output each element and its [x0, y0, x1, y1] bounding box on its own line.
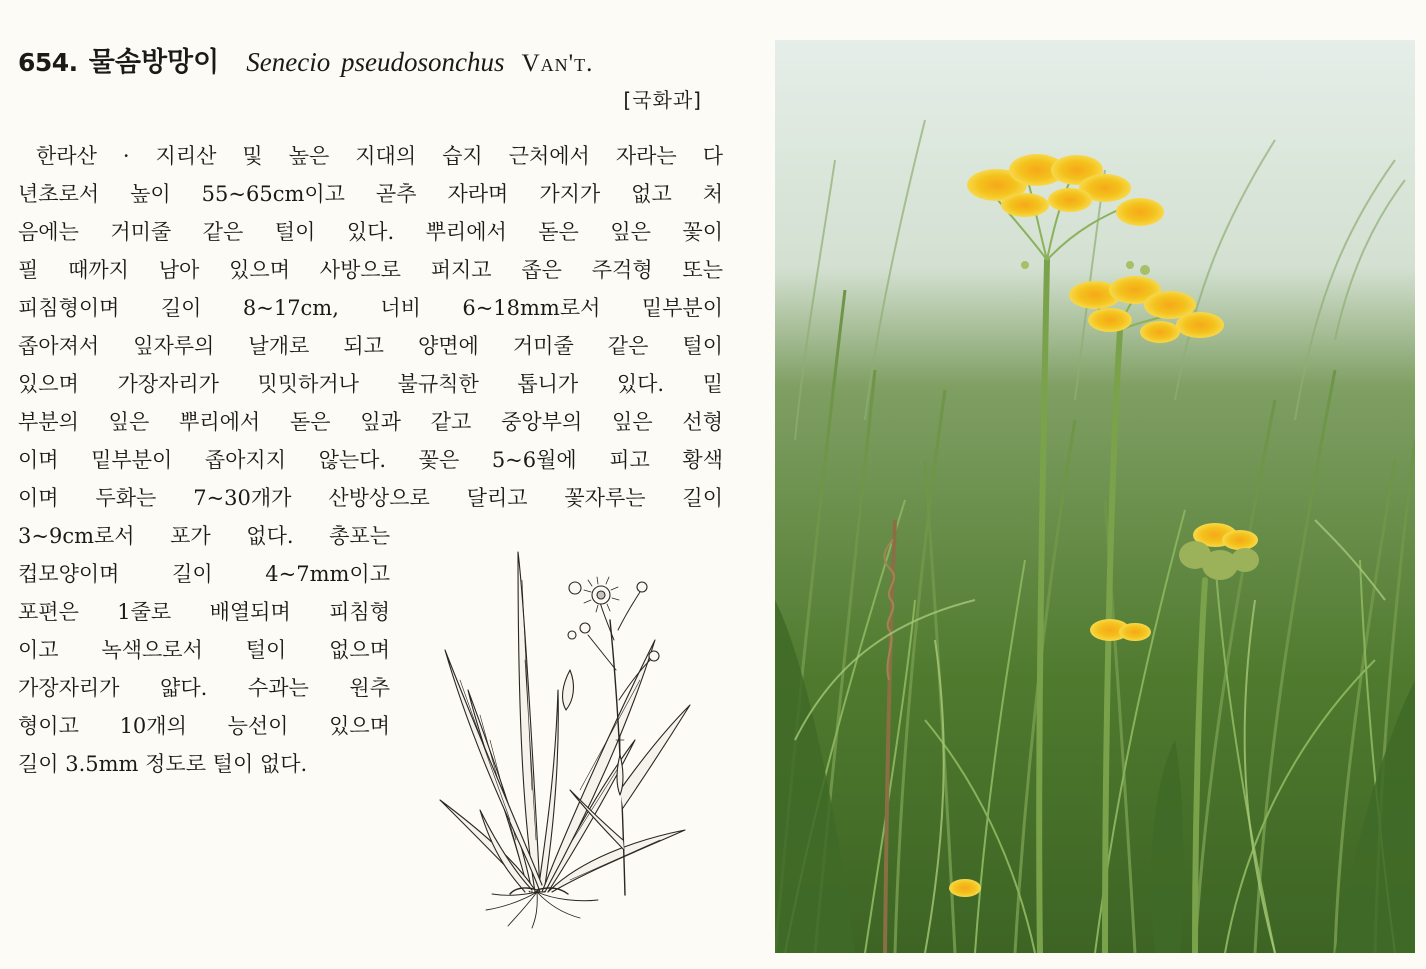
text-line: 이고 녹색으로서 털이 없으며	[18, 638, 390, 662]
text-line: 이며 두화는 7~30개가 산방상으로 달리고 꽃자루는 길이	[18, 486, 723, 510]
text-line: 형이고 10개의 능선이 있으며	[18, 714, 390, 738]
text-line: 부분의 잎은 뿌리에서 돋은 잎과 같고 중앙부의 잎은 선형	[18, 410, 723, 434]
text-line: 컵모양이며 길이 4~7mm이고	[18, 562, 390, 586]
author-citation: Van't.	[521, 50, 594, 77]
scientific-name: Senecio pseudosonchus	[246, 47, 505, 77]
text-line: 피침형이며 길이 8~17cm, 너비 6~18mm로서 밑부분이	[18, 296, 723, 320]
botanical-illustration	[420, 540, 710, 930]
text-line: 이며 밑부분이 좁아지지 않는다. 꽃은 5~6월에 피고 황색	[18, 448, 723, 472]
text-line: 3~9cm로서 포가 없다. 총포는	[18, 524, 390, 548]
family-label: [국화과]	[623, 88, 702, 112]
text-line: 좁아져서 잎자루의 날개로 되고 양면에 거미줄 같은 털이	[18, 334, 723, 358]
species-heading	[18, 40, 718, 80]
korean-name: 물솜방망이	[88, 47, 220, 78]
text-line: 있으며 가장자리가 밋밋하거나 불규칙한 톱니가 있다. 밑	[18, 372, 723, 396]
text-line: 포편은 1줄로 배열되며 피침형	[18, 600, 390, 624]
text-line: 음에는 거미줄 같은 털이 있다. 뿌리에서 돋은 잎은 꽃이	[18, 220, 723, 244]
entry-number: 654.	[18, 48, 78, 77]
text-line: 한라산 · 지리산 및 높은 지대의 습지 근처에서 자라는 다	[36, 144, 723, 168]
text-line: 길이 3.5mm 정도로 털이 없다.	[18, 752, 308, 776]
text-line: 필 때까지 남아 있으며 사방으로 퍼지고 좁은 주걱형 또는	[18, 258, 723, 282]
plant-photo	[775, 40, 1415, 953]
text-line: 가장자리가 얇다. 수과는 원추	[18, 676, 390, 700]
text-line: 년초로서 높이 55~65cm이고 곧추 자라며 가지가 없고 처	[18, 182, 723, 206]
